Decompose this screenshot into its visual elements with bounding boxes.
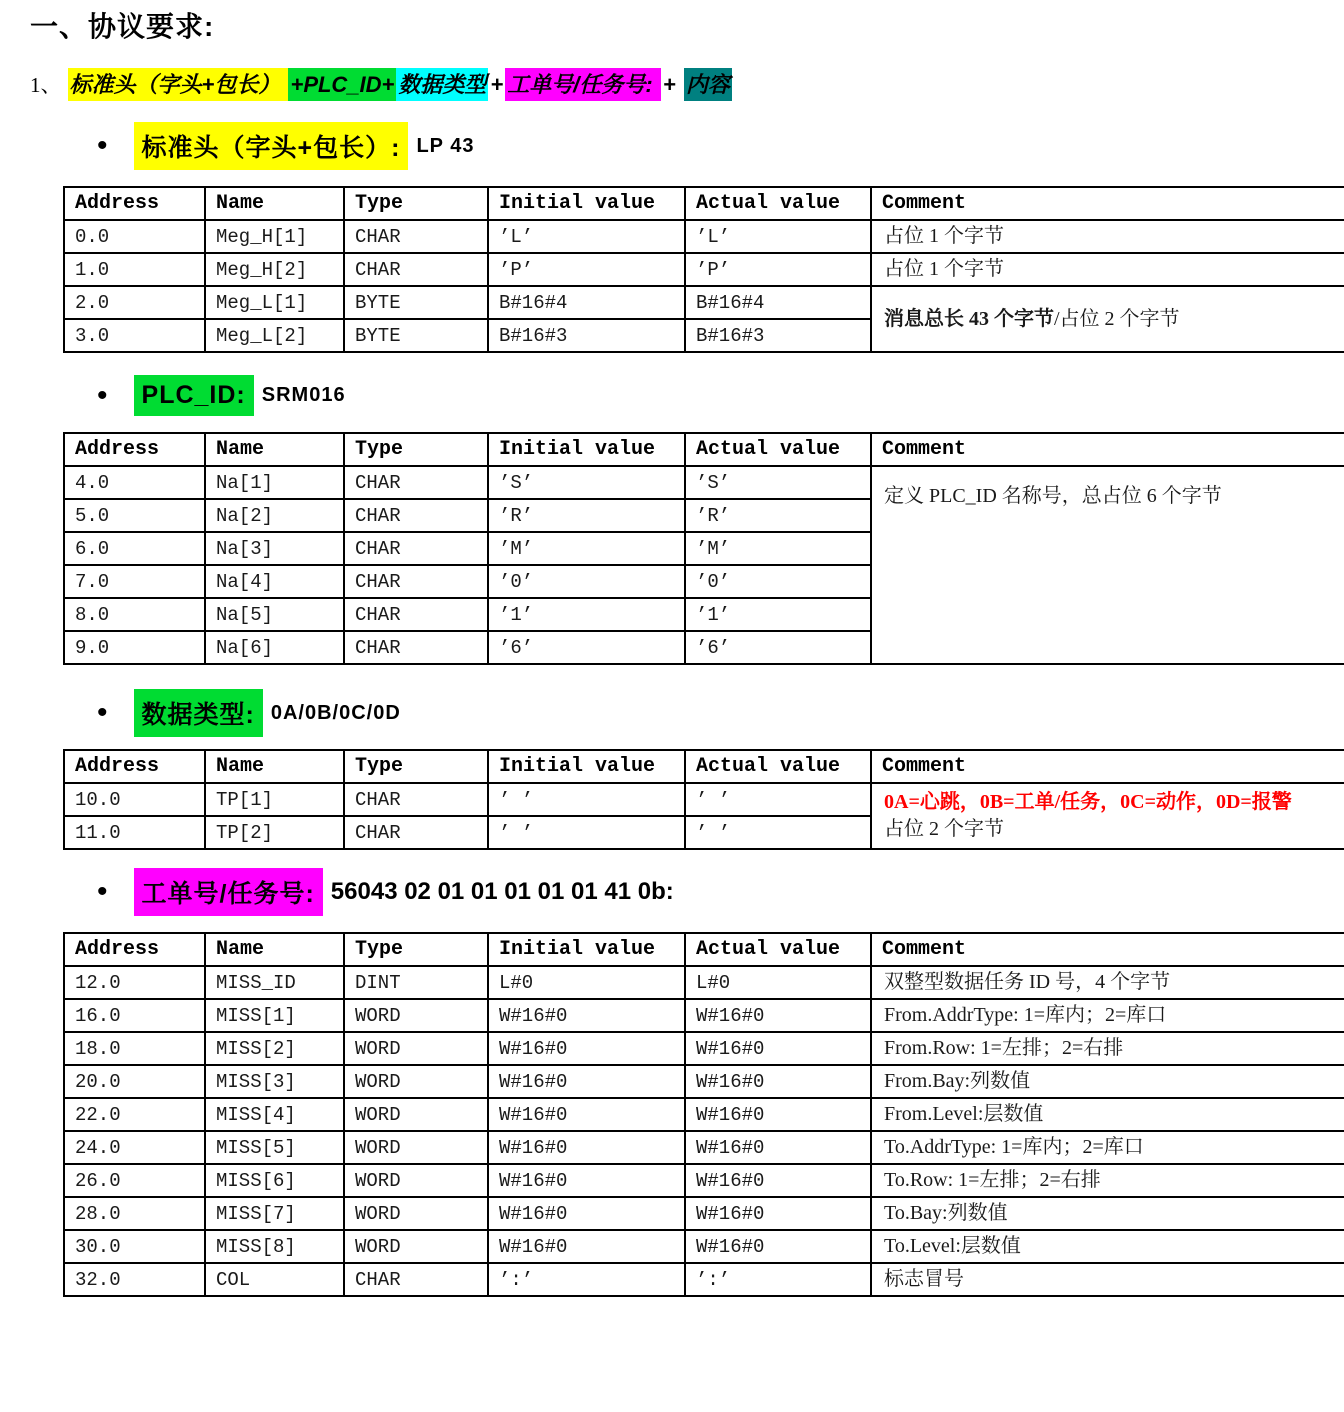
table-cell: W#16#0: [488, 1131, 685, 1164]
section-heading-plc-id: [97, 375, 1344, 416]
comment-line: From.Bay:列数值: [884, 1070, 1031, 1092]
table-cell: CHAR: [344, 598, 488, 631]
column-header: Actual value: [685, 187, 871, 220]
formula-segment: 工单号/任务号:: [505, 68, 661, 101]
table-cell: DINT: [344, 966, 488, 999]
table-cell: ’ ’: [488, 783, 685, 816]
table-cell: BYTE: [344, 319, 488, 352]
table-cell: MISS[2]: [205, 1032, 344, 1065]
table-row: [64, 1230, 1344, 1263]
table-row: [64, 966, 1344, 999]
table-cell: MISS[5]: [205, 1131, 344, 1164]
table-cell: 28.0: [64, 1197, 205, 1230]
table-cell: COL: [205, 1263, 344, 1296]
table-cell: W#16#0: [488, 1230, 685, 1263]
table-cell: 10.0: [64, 783, 205, 816]
table-row: [64, 1065, 1344, 1098]
comment-cell: [871, 1065, 1344, 1098]
section-label: 标准头（字头+包长）:: [134, 122, 409, 170]
formula-segment: +PLC_ID+: [288, 68, 396, 101]
table-cell: 7.0: [64, 565, 205, 598]
column-header: Actual value: [685, 933, 871, 966]
comment-cell: [871, 1164, 1344, 1197]
table-cell: W#16#0: [488, 1032, 685, 1065]
table-row: [64, 1032, 1344, 1065]
column-header: Actual value: [685, 433, 871, 466]
comment-cell: [871, 1032, 1344, 1065]
table-cell: 18.0: [64, 1032, 205, 1065]
column-header: Address: [64, 433, 205, 466]
comment-cell: [871, 1098, 1344, 1131]
section-label: PLC_ID:: [134, 375, 254, 416]
table-cell: ’M’: [685, 532, 871, 565]
table-cell: Na[6]: [205, 631, 344, 664]
table-row: [64, 999, 1344, 1032]
column-header: Initial value: [488, 433, 685, 466]
comment-line: 占位 2 个字节: [884, 818, 1004, 840]
comment-line: From.Level:层数值: [884, 1103, 1044, 1125]
column-header: Name: [205, 433, 344, 466]
table-cell: 4.0: [64, 466, 205, 499]
comment-line: To.Row: 1=左排；2=右排: [884, 1169, 1101, 1191]
table-row: [64, 1164, 1344, 1197]
table-cell: WORD: [344, 1098, 488, 1131]
table-cell: Meg_H[1]: [205, 220, 344, 253]
table-cell: CHAR: [344, 253, 488, 286]
table-cell: MISS[6]: [205, 1164, 344, 1197]
table-cell: ’0’: [488, 565, 685, 598]
table-cell: Meg_L[1]: [205, 286, 344, 319]
column-header: Actual value: [685, 750, 871, 783]
table-cell: W#16#0: [685, 1131, 871, 1164]
formula-segment: +: [662, 72, 682, 97]
table-cell: TP[2]: [205, 816, 344, 849]
comment-cell: [871, 220, 1344, 253]
table-cell: Na[3]: [205, 532, 344, 565]
table-cell: 26.0: [64, 1164, 205, 1197]
table-cell: ’ ’: [685, 816, 871, 849]
table-cell: CHAR: [344, 220, 488, 253]
table-cell: MISS[3]: [205, 1065, 344, 1098]
comment-cell: [871, 999, 1344, 1032]
comment-line: 消息总长 43 个字节/占位 2 个字节: [884, 307, 1180, 330]
section-value: LP 43: [416, 134, 475, 157]
table-cell: MISS[1]: [205, 999, 344, 1032]
table-cell: WORD: [344, 1065, 488, 1098]
table-cell: WORD: [344, 1230, 488, 1263]
column-header: Initial value: [488, 750, 685, 783]
comment-line: To.Level:层数值: [884, 1235, 1021, 1257]
formula-segments: [68, 68, 732, 101]
table-cell: ’P’: [488, 253, 685, 286]
table-cell: 6.0: [64, 532, 205, 565]
section-heading-standard-header: [97, 122, 1344, 170]
section-heading-work-order: [97, 868, 1344, 916]
table-cell: 5.0: [64, 499, 205, 532]
comment-line: 双整型数据任务 ID 号，4 个字节: [884, 971, 1171, 993]
table-cell: WORD: [344, 1197, 488, 1230]
formula-segment: 数据类型: [396, 68, 488, 101]
table-cell: ’L’: [488, 220, 685, 253]
table-cell: CHAR: [344, 466, 488, 499]
table-cell: 24.0: [64, 1131, 205, 1164]
table-row: [64, 253, 1344, 286]
bullet-icon: •: [97, 129, 108, 162]
table-cell: ’ ’: [685, 783, 871, 816]
table-cell: ’6’: [685, 631, 871, 664]
table-cell: 3.0: [64, 319, 205, 352]
table-cell: W#16#0: [685, 1065, 871, 1098]
table-cell: W#16#0: [685, 1197, 871, 1230]
table-cell: CHAR: [344, 532, 488, 565]
table-cell: MISS_ID: [205, 966, 344, 999]
table-cell: ’S’: [488, 466, 685, 499]
table-cell: CHAR: [344, 565, 488, 598]
table-cell: B#16#4: [685, 286, 871, 319]
table-cell: 9.0: [64, 631, 205, 664]
column-header: Initial value: [488, 187, 685, 220]
table-cell: TP[1]: [205, 783, 344, 816]
bullet-icon: •: [97, 378, 108, 412]
column-header: Address: [64, 933, 205, 966]
table-cell: W#16#0: [488, 1197, 685, 1230]
table-cell: Na[4]: [205, 565, 344, 598]
comment-line: 占位 1 个字节: [884, 225, 1004, 247]
table-cell: CHAR: [344, 783, 488, 816]
table-cell: 0.0: [64, 220, 205, 253]
section-label: 工单号/任务号:: [134, 868, 323, 916]
table-cell: WORD: [344, 1131, 488, 1164]
comment-line: 0A=心跳，0B=工单/任务，0C=动作，0D=报警: [884, 791, 1292, 813]
table-cell: W#16#0: [685, 1032, 871, 1065]
column-header: Comment: [871, 433, 1344, 466]
formula-segment: 标准头（字头+包长）: [68, 68, 289, 101]
plc-id-table: [63, 432, 1344, 665]
column-header: Address: [64, 750, 205, 783]
table-cell: B#16#3: [685, 319, 871, 352]
table-cell: CHAR: [344, 1263, 488, 1296]
table-cell: ’6’: [488, 631, 685, 664]
comment-cell: [871, 286, 1344, 352]
list-number: 1、: [30, 73, 62, 97]
table-cell: WORD: [344, 999, 488, 1032]
table-cell: ’1’: [685, 598, 871, 631]
section-heading-data-type: [97, 689, 1344, 737]
table-cell: MISS[4]: [205, 1098, 344, 1131]
table-cell: L#0: [685, 966, 871, 999]
table-row: [64, 220, 1344, 253]
table-cell: 16.0: [64, 999, 205, 1032]
table-cell: 32.0: [64, 1263, 205, 1296]
comment-line: To.Bay:列数值: [884, 1202, 1008, 1224]
table-row: [64, 466, 1344, 499]
table-cell: Na[5]: [205, 598, 344, 631]
table-cell: W#16#0: [488, 999, 685, 1032]
section-value: 56043 02 01 01 01 01 01 41 0b:: [330, 878, 674, 905]
table-row: [64, 1098, 1344, 1131]
table-cell: ’:’: [488, 1263, 685, 1296]
formula-segment: +: [490, 72, 504, 97]
section-value: 0A/0B/0C/0D: [270, 701, 401, 724]
table-cell: ’0’: [685, 565, 871, 598]
section-value: SRM016: [261, 384, 346, 406]
table-cell: B#16#4: [488, 286, 685, 319]
table-cell: W#16#0: [488, 1164, 685, 1197]
column-header: Type: [344, 433, 488, 466]
table-cell: 30.0: [64, 1230, 205, 1263]
comment-line: 定义 PLC_ID 名称号，总占位 6 个字节: [884, 485, 1222, 507]
table-cell: 20.0: [64, 1065, 205, 1098]
table-cell: CHAR: [344, 499, 488, 532]
column-header: Name: [205, 933, 344, 966]
protocol-formula-line: [30, 68, 1344, 102]
comment-cell: [871, 1230, 1344, 1263]
formula-segment: 内容: [684, 68, 732, 101]
comment-line: From.AddrType: 1=库内；2=库口: [884, 1004, 1167, 1026]
table-cell: W#16#0: [685, 999, 871, 1032]
table-cell: ’ ’: [488, 816, 685, 849]
column-header: Initial value: [488, 933, 685, 966]
table-cell: ’S’: [685, 466, 871, 499]
table-cell: ’R’: [685, 499, 871, 532]
table-cell: L#0: [488, 966, 685, 999]
table-cell: ’M’: [488, 532, 685, 565]
header-row: [64, 187, 1344, 220]
document-page: [0, 10, 1344, 1412]
standard-header-table: [63, 186, 1344, 353]
comment-line: To.AddrType: 1=库内；2=库口: [884, 1136, 1144, 1158]
comment-cell: [871, 1131, 1344, 1164]
table-cell: ’1’: [488, 598, 685, 631]
column-header: Type: [344, 933, 488, 966]
table-cell: WORD: [344, 1164, 488, 1197]
comment-line: 标志冒号: [884, 1268, 964, 1290]
column-header: Type: [344, 750, 488, 783]
table-cell: 22.0: [64, 1098, 205, 1131]
table-cell: W#16#0: [488, 1098, 685, 1131]
column-header: Comment: [871, 933, 1344, 966]
comment-cell: [871, 466, 1344, 664]
column-header: Type: [344, 187, 488, 220]
page-title: 一、协议要求:: [30, 11, 215, 42]
section-label: 数据类型:: [134, 689, 263, 737]
mission-table: [63, 932, 1344, 1297]
table-cell: B#16#3: [488, 319, 685, 352]
table-row: [64, 1197, 1344, 1230]
bullet-icon: •: [97, 875, 108, 908]
column-header: Comment: [871, 187, 1344, 220]
column-header: Address: [64, 187, 205, 220]
table-cell: ’R’: [488, 499, 685, 532]
table-cell: Na[1]: [205, 466, 344, 499]
table-cell: BYTE: [344, 286, 488, 319]
table-cell: CHAR: [344, 631, 488, 664]
column-header: Name: [205, 187, 344, 220]
comment-cell: [871, 253, 1344, 286]
table-cell: WORD: [344, 1032, 488, 1065]
table-cell: W#16#0: [685, 1230, 871, 1263]
table-cell: Meg_H[2]: [205, 253, 344, 286]
table-cell: 8.0: [64, 598, 205, 631]
table-cell: ’L’: [685, 220, 871, 253]
table-cell: MISS[8]: [205, 1230, 344, 1263]
comment-cell: [871, 783, 1344, 849]
header-row: [64, 433, 1344, 466]
table-cell: W#16#0: [685, 1164, 871, 1197]
comment-cell: [871, 966, 1344, 999]
table-cell: 12.0: [64, 966, 205, 999]
table-cell: Na[2]: [205, 499, 344, 532]
header-row: [64, 933, 1344, 966]
column-header: Comment: [871, 750, 1344, 783]
table-cell: 1.0: [64, 253, 205, 286]
table-row: [64, 783, 1344, 816]
comment-cell: [871, 1197, 1344, 1230]
table-cell: MISS[7]: [205, 1197, 344, 1230]
table-cell: CHAR: [344, 816, 488, 849]
table-row: [64, 1263, 1344, 1296]
table-cell: ’:’: [685, 1263, 871, 1296]
table-cell: W#16#0: [488, 1065, 685, 1098]
table-cell: 11.0: [64, 816, 205, 849]
comment-line: 占位 1 个字节: [884, 258, 1004, 280]
table-cell: 2.0: [64, 286, 205, 319]
column-header: Name: [205, 750, 344, 783]
table-cell: ’P’: [685, 253, 871, 286]
table-cell: Meg_L[2]: [205, 319, 344, 352]
comment-cell: [871, 1263, 1344, 1296]
bullet-icon: •: [97, 696, 108, 729]
table-cell: W#16#0: [685, 1098, 871, 1131]
table-row: [64, 1131, 1344, 1164]
header-row: [64, 750, 1344, 783]
data-type-table: [63, 749, 1344, 850]
table-row: [64, 286, 1344, 319]
comment-line: From.Row: 1=左排；2=右排: [884, 1037, 1124, 1059]
